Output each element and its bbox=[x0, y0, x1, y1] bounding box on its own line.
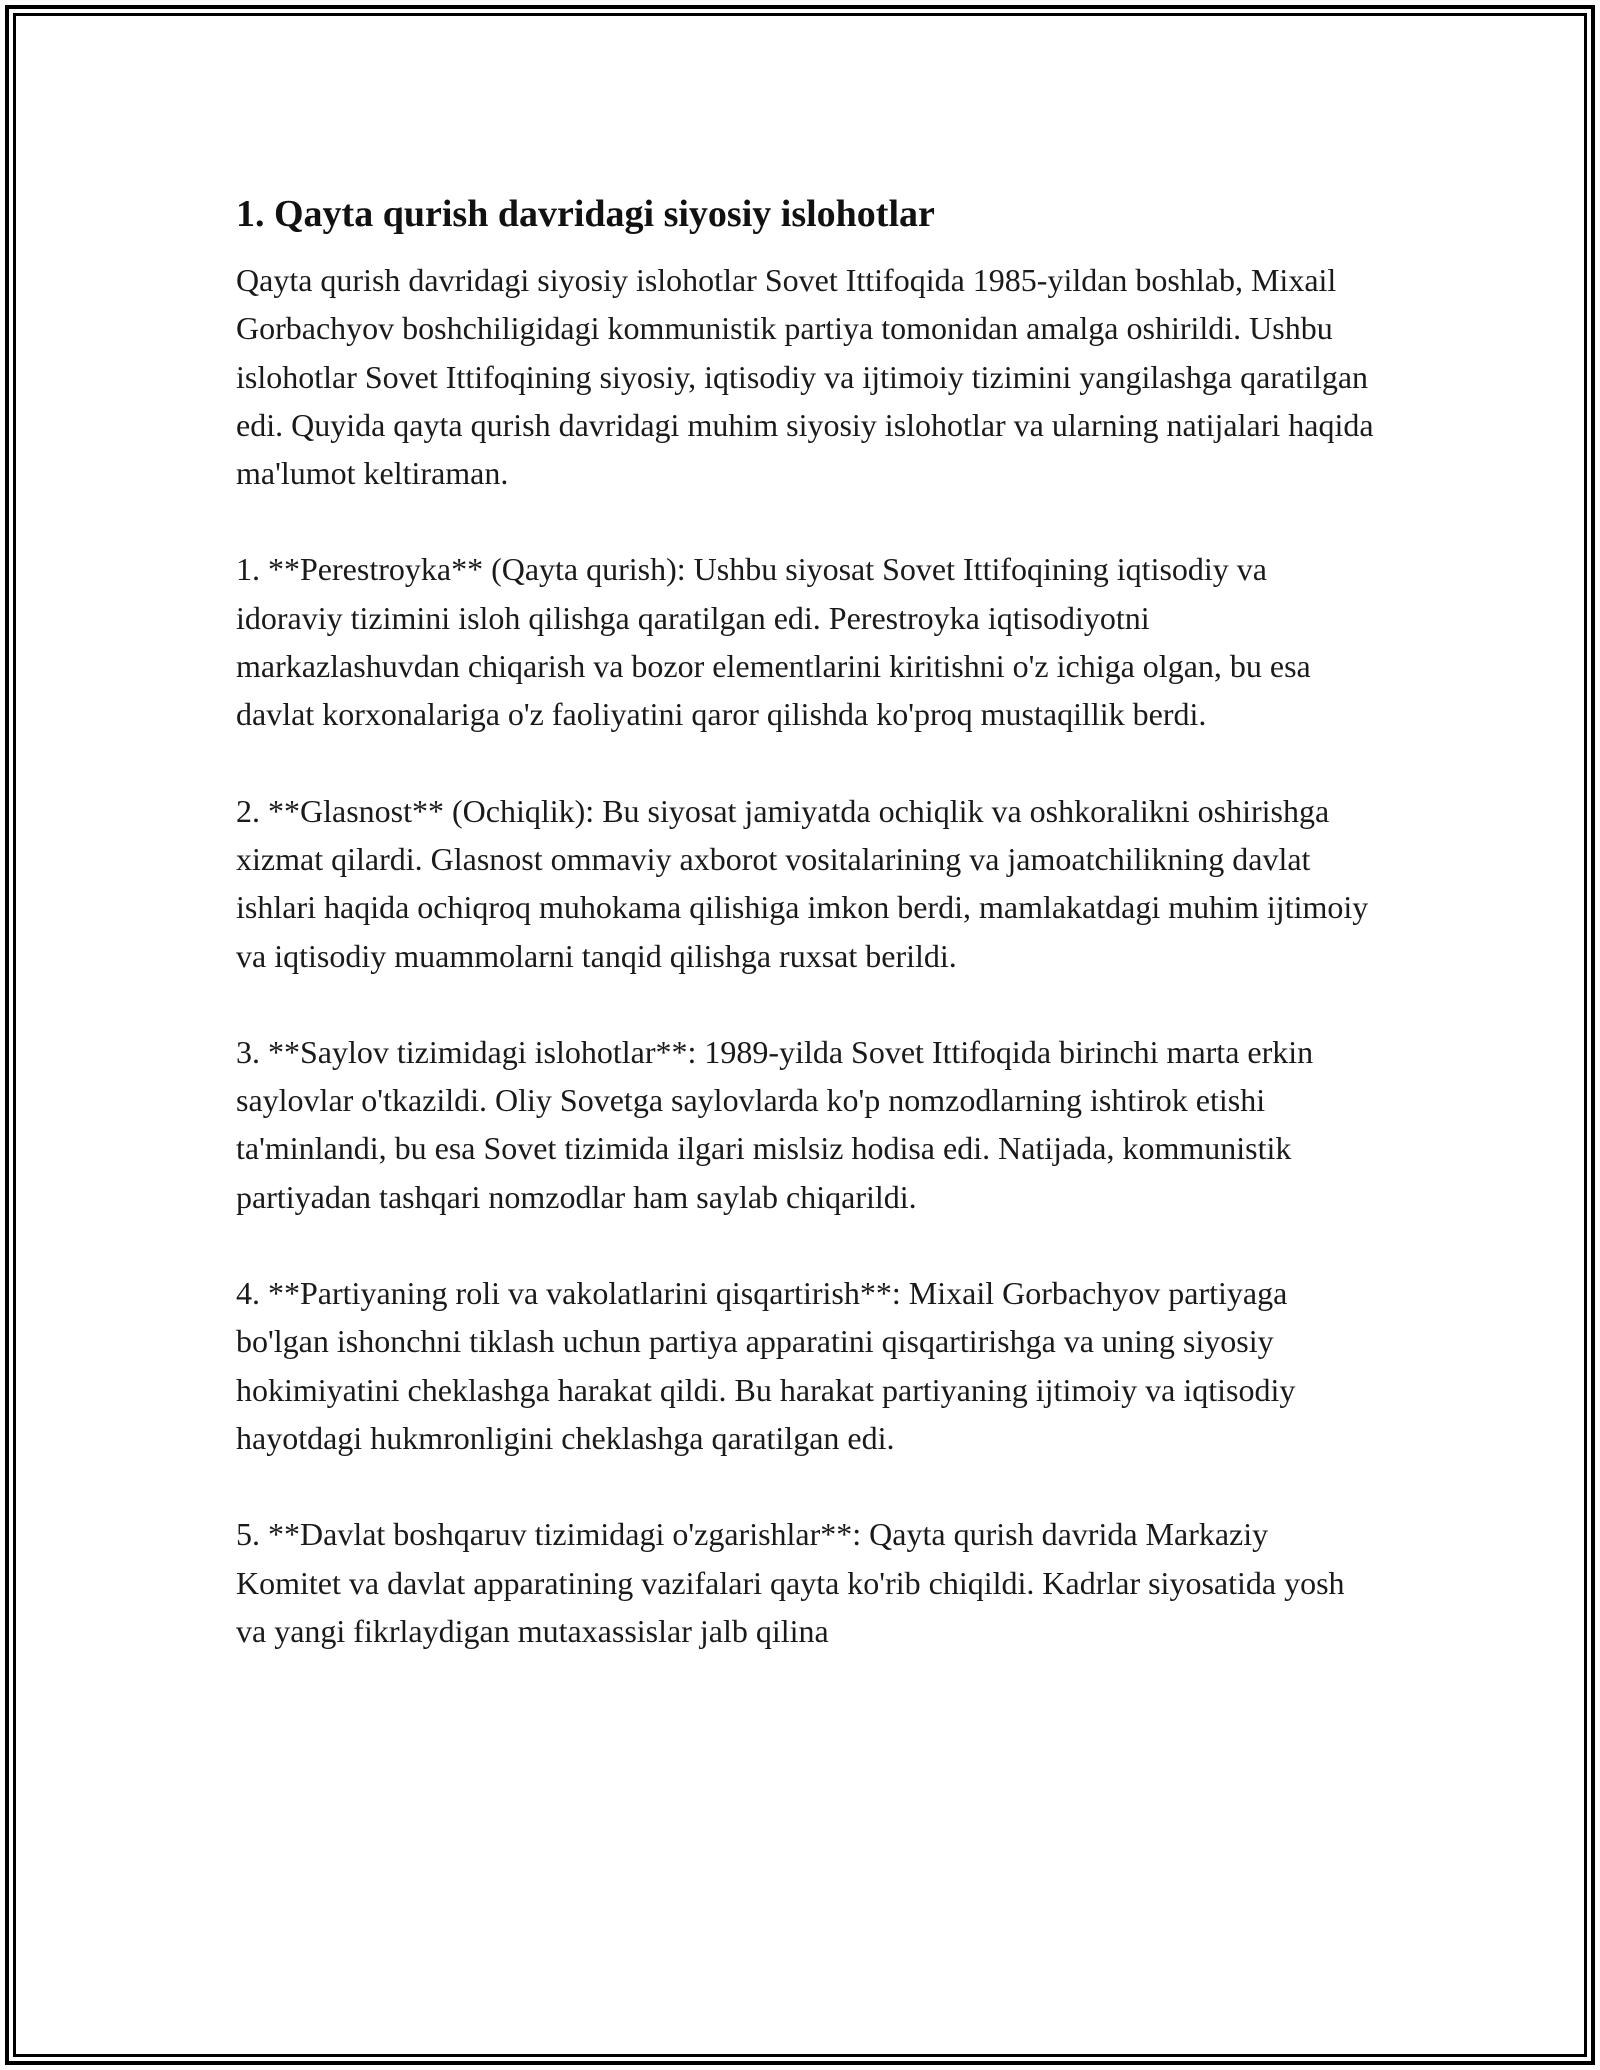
glasnost-paragraph: 2. **Glasnost** (Ochiqlik): Bu siyosat jamiyatda ochiqlik va oshkoralikni oshirishga xizmat qilardi. Glasnost ommaviy axborot vositalarining va jamoatchilikning davlat ishlari haqida ochiqroq muhokama qilishiga imkon berdi, mamlakatdagi muhim ijtimoiy va iqtisodiy muammolarni tanqid qilishga ruxsat berildi. bbox=[236, 792, 1369, 974]
document-title: 1. Qayta qurish davridagi siyosiy islohotlar bbox=[236, 193, 935, 235]
perestroyka-paragraph: 1. **Perestroyka** (Qayta qurish): Ushbu siyosat Sovet Ittifoqining iqtisodiy va idoraviy tizimini isloh qilishga qaratilgan edi. Perestroyka iqtisodiyotni markazlashuvdan chiqarish va bozor elementlarini kiritishni o'z ichiga olgan, bu esa davlat korxonalariga o'z faoliyatini qaror qilishda ko'proq mustaqillik berdi. bbox=[236, 551, 1311, 733]
state-governance-paragraph: 5. **Davlat boshqaruv tizimidagi o'zgarishlar**: Qayta qurish davrida Markaziy Komitet va davlat apparatining vazifalari qayta ko'rib chiqildi. Kadrlar siyosatida yosh va yangi fikrlaydigan mutaxassislar jalb qilina bbox=[236, 1516, 1345, 1649]
party-role-paragraph: 4. **Partiyaning roli va vakolatlarini qisqartirish**: Mixail Gorbachyov partiyaga bo'lgan ishonchni tiklash uchun partiya apparatini qisqartirishga va uning siyosiy hokimiyatini cheklashga harakat qildi. Bu harakat partiyaning ijtimoiy va iqtisodiy hayotdagi hukmronligini cheklashga qaratilgan edi. bbox=[236, 1275, 1296, 1456]
document-body bbox=[236, 188, 1376, 1703]
intro-paragraph: Qayta qurish davridagi siyosiy islohotlar Sovet Ittifoqida 1985-yildan boshlab, Mixail Gorbachyov boshchiligidagi kommunistik partiya tomonidan amalga oshirildi. Ushbu islohotlar Sovet Ittifoqining siyosiy, iqtisodiy va ijtimoiy tizimini yangilashga qaratilgan edi. Quyida qayta qurish davridagi muhim siyosiy islohotlar va ularning natijalari haqida ma'lumot keltiraman. bbox=[236, 262, 1374, 492]
election-reform-paragraph: 3. **Saylov tizimidagi islohotlar**: 1989-yilda Sovet Ittifoqida birinchi marta erkin saylovlar o'tkazildi. Oliy Sovetga saylovlarda ko'p nomzodlarning ishtirok etishi ta'minlandi, bu esa Sovet tizimida ilgari mislsiz hodisa edi. Natijada, kommunistik partiyadan tashqari nomzodlar ham saylab chiqarildi. bbox=[236, 1033, 1314, 1215]
